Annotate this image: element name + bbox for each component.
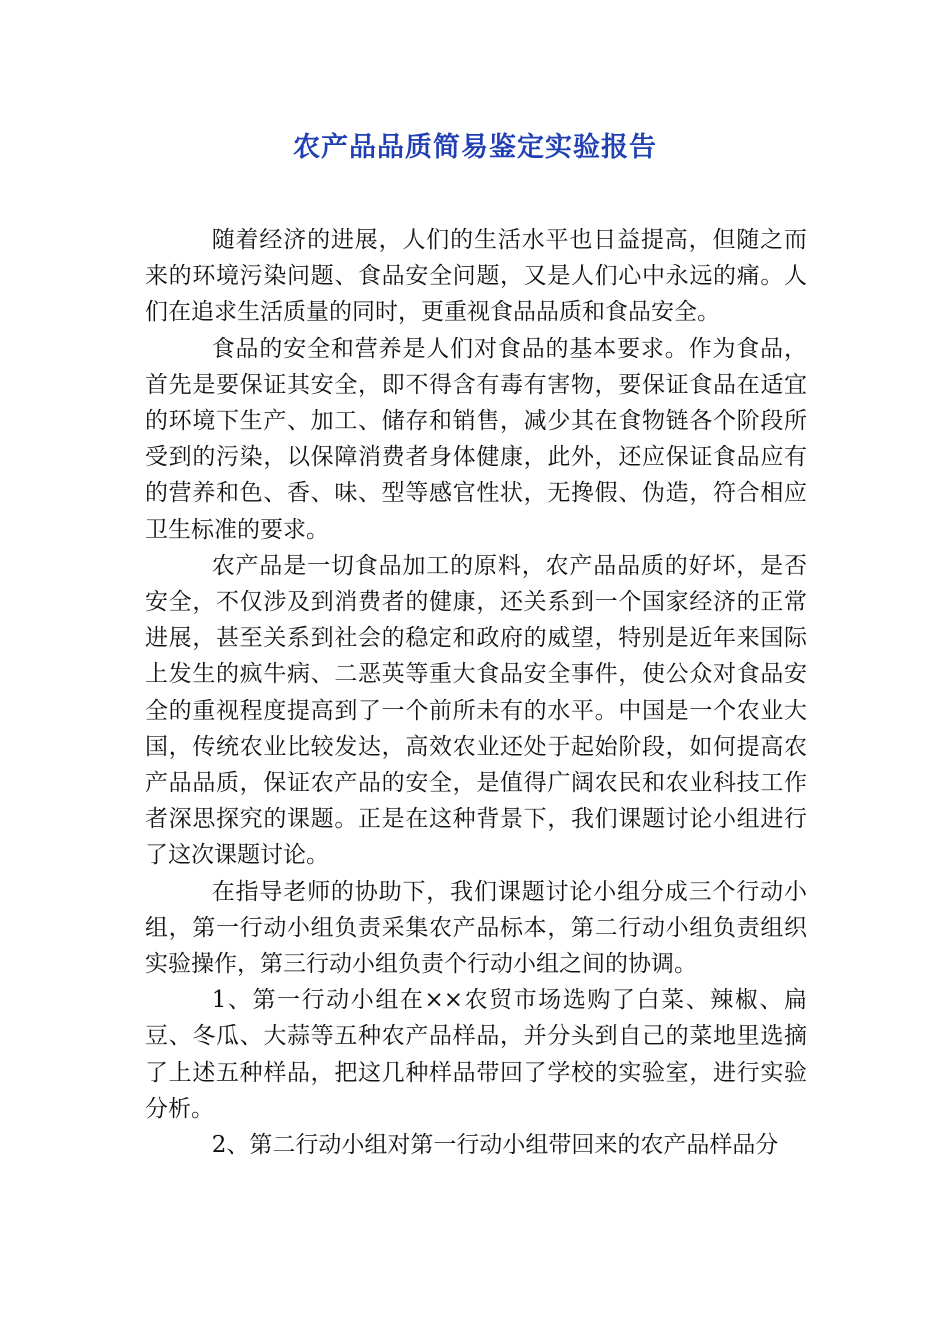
- paragraph: 在指导老师的协助下，我们课题讨论小组分成三个行动小组，第一行动小组负责采集农产品标本，第二行动小组负责组织实验操作，第三行动小组负责个行动小组之间的协调。: [145, 878, 807, 978]
- paragraph: 农产品是一切食品加工的原料，农产品品质的好坏，是否安全，不仅涉及到消费者的健康，还关系到一个国家经济的正常进展，甚至关系到社会的稳定和政府的威望，特别是近年来国际上发生的疯牛病、二恶英等重大食品安全事件，使公众对食品安全的重视程度提高到了一个前所未有的水平。中国是一个农业大国，传统农业比较发达，高效农业还处于起始阶段，如何提高农产品品质，保证农产品的安全，是值得广阔农民和农业科技工作者深思探究的课题。正是在这种背景下，我们课题讨论小组进行了这次课题讨论。: [145, 552, 807, 869]
- document-body: [145, 222, 807, 1163]
- paragraph: 随着经济的进展，人们的生活水平也日益提高，但随之而来的环境污染问题、食品安全问题，又是人们心中永远的痛。人们在追求生活质量的同时，更重视食品品质和食品安全。: [145, 227, 807, 326]
- paragraph: 食品的安全和营养是人们对食品的基本要求。作为食品，首先是要保证其安全，即不得含有毒有害物，要保证食品在适宜的环境下生产、加工、储存和销售，减少其在食物链各个阶段所受到的污染，以保障消费者身体健康，此外，还应保证食品应有的营养和色、香、味、型等感官性状，无搀假、伪造，符合相应卫生标准的要求。: [145, 335, 807, 543]
- document-title: 农产品品质简易鉴定实验报告: [293, 132, 657, 163]
- paragraph: 2、第二行动小组对第一行动小组带回来的农产品样品分: [211, 1132, 779, 1159]
- paragraph: 1、第一行动小组在××农贸市场选购了白菜、辣椒、扁豆、冬瓜、大蒜等五种农产品样品，并分头到自己的菜地里选摘了上述五种样品，把这几种样品带回了学校的实验室，进行实验分析。: [145, 987, 807, 1122]
